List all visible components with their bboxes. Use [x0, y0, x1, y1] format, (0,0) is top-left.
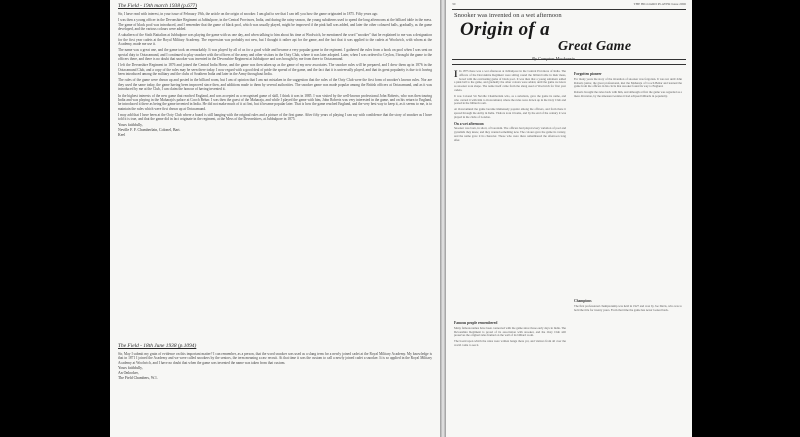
letter-paragraph: Sir, I have read with interest, in your issue of February 19th, the article on the origin of snooker. I am glad to see that I can tell you how the game originated in 1875. Fifty years ago.: [118, 12, 379, 16]
letter-heading: The Field - 19th march 1938 (p.677): [118, 3, 198, 9]
column-subheading: Champions: [574, 299, 592, 303]
article-column: [454, 322, 566, 348]
column-paragraph: The board upon which the rules were written hangs there yet, and visitors from all over the world come to see it.: [454, 339, 566, 347]
letter-heading: The Field - 18th June 1938 (p.1094): [118, 343, 197, 349]
letter-author: Neville F. F. Chamberlain, Colonel, Bart.: [118, 127, 181, 132]
article-column: [574, 70, 682, 101]
letter-place: The Field Chambers, W.1.: [118, 376, 158, 381]
letter-paragraph: Sir, May I submit my grain of evidence on this important matter? I can remember, as a person, that the word snooker was used as a slang term for a newly joined cadet at the Royal Military Academy. My knowledge is that in 1871 I joined the Academy and we were called snookers by the seniors, the term meaning a raw recruit. At that time it was the custom to call a newly joined cadet a snooker. It is so applied in the Royal Military Academy at Woolwich, and I have no doubt that when the game was invented the name was taken from that custom.: [118, 352, 432, 365]
article-title-line1: Origin of a: [460, 19, 550, 40]
letter: [118, 343, 432, 381]
letter-paragraph: The name was a great one, and the game took on remarkably. It was played by all of us for a good while and became a very popular game in the regiment. I gathered the rules from a book on pool when I was sent on special duty to Ootacamund, and I continued to play snooker with the officers of the army and other visitors in the Ooty Club, where it was later adopted. Later, when I was ordered to Ceylon, I brought the game to the officers there, and there is no doubt that snooker was invented in the Devonshire Regiment at Jubbulpore and was brought by me from there to Ootacamund.: [118, 48, 432, 62]
column-paragraph: The first professional championship was held in 1927 and won by Joe Davis, who was to hold the title for twenty years. From that time the game has never looked back.: [574, 303, 682, 312]
article-column: [454, 70, 566, 145]
column-paragraph: Roberts brought the rules back with him, and although at first the game was regarded as a mere diversion, by the nineteen twenties it had eclipsed billiards in popularity.: [574, 90, 682, 98]
column-paragraph: Snooker was born, in short, of boredom. The officers had played every variation of pool and pyramids they knew, and they wanted something new. The colours gave the game its variety, and the name gave it its character. Those who were there remembered the afternoon long after.: [454, 126, 566, 142]
column-paragraph: Many famous names have been connected with the game since those early days in India. The Devonshire Regiment is proud of its association with snooker, and the Ooty Club still preserves the original rules framed on the wall of its billiard room.: [454, 325, 566, 338]
letter-paragraph: A subaltern of the Sixth Battalion at Jubbulpore was playing the game with us one day, and when talking to him about his time at Woolwich, he mentioned the word "snooker" that he explained to me was a designation for the first year cadets at the Royal Military Academy. The expression was probably not new, but I thought it rather apt for the game, and the fact that it was applied to the cadets at Woolwich, with whom at the Academy, made me use it.: [118, 33, 432, 47]
column-paragraph: [454, 70, 566, 93]
letter-paragraph: I left the Devonshire Regiment in 1876 and joined the Central India Horse, and the game was then taken up as the game of my new associates. The snooker rules will be prepared, and I drew them up in 1876 in the Ootacamund Club, and a copy of the rules may be seen there today. I now regard with a good deal of pride the spread of the game, and the fact that it is universally played, and that its great popularity is due to it having been introduced among the military and the clubs of Southern India and later in the Army throughout India.: [118, 63, 432, 77]
running-header: THE BILLIARD PLAYER Issue 2006: [633, 2, 686, 6]
column-paragraph: For many years the story of the invention of snooker was forgotten. It was not until John Roberts junior, the great professional, met the Maharaja of Cooch Behar and learned the game from the officers in his circle that snooker found its way to England.: [574, 76, 682, 89]
column-subheading: On a wet afternoon: [454, 121, 484, 126]
header-rule: [452, 9, 686, 10]
drop-cap: I: [454, 69, 458, 79]
letter-author: An Onlooker,: [118, 371, 139, 376]
page-number: 30: [452, 2, 456, 6]
letter-signoff: Yours faithfully,: [118, 122, 143, 127]
column-text: In 1875 there was a wet afternoon at Jubbulpore in the Central Provinces of India. The officers of the Devonshire Regiment were sitting round the billiard table in their mess, bored with the everlasting game of black pool. It was then that a young subaltern added a pink ball to the game, and gradually the other colours were added, until the game we know as snooker took shape. The name itself came from the slang used at Woolwich for first year cadets.: [454, 69, 566, 92]
column-paragraph: At Ootacamund the game became immensely popular among the officers, and from there it spread through the Army in India. Visitors took it home, and by the end of the century it was played in the clubs of London.: [454, 107, 566, 119]
letter-signoff: Yours faithfully,: [118, 366, 143, 371]
column-paragraph: It was Colonel Sir Neville Chamberlain who, as a subaltern, gave the game its name, and who carried it with him to Ootacamund, where the rules were drawn up in the Ooty Club and posted in the billiard room.: [454, 93, 566, 106]
letter-place: Keel: [118, 132, 126, 137]
byline-rule-bottom: [452, 64, 686, 65]
right-page: [446, 0, 692, 437]
column-subheading: Famous people remembered: [454, 321, 498, 325]
letter-paragraph: The rules of the game were drawn up and posted in the billiard room, but I am of opinion that I am not mistaken in the suggestion that the rules of the Ooty Club were the first form of snooker's known rules. Nor are they used the same today, the game having been improved since then, and additions made to them by several authorities. The snooker game was made popular among the British officers at Ootacamund, and as it was introduced by me at the Club, I can claim the honour of having invented it.: [118, 78, 432, 92]
article-kicker: Snooker was invented on a wet afternoon: [454, 12, 562, 19]
letter-paragraph: I was then a young officer in the Devonshire Regiment at Jubbulpore, in the Central Provinces, India, and during the rainy season, the young subalterns used to spend the long afternoons at the billiard table in the mess. The game of black pool was introduced, and I remember that the game of black pool, which was usually played, might be improved if the pink ball was added, and later the other coloured balls, gradually, as the game developed, and the various colours were added.: [118, 18, 432, 32]
article-byline: By Compton Mackenzie: [532, 56, 575, 61]
article-title-line2: Great Game: [558, 39, 632, 54]
left-page: [110, 0, 440, 437]
column-subheading: Forgotten pioneer: [574, 72, 602, 76]
letter-paragraph: In the highest interests of the new game that reached England, and was accepted as a recognised game of skill, I think it was in 1885. I was visited by the well-known professional John Roberts, who was then touring India and was playing in the Maharaja's palace at Cooch Behar. I was then the guest of the Maharaja, and while I played the game with him, John Roberts was very interested in the game, and on his return to England, he introduced it there as being the game invented in India. He did not make much of it at first, but it became popular later. That is how the game reached England, and the very best way to keep it, as it seems to me, is to maintain the rules which were first drawn up at Ootacamund.: [118, 93, 432, 111]
letter: [118, 3, 432, 138]
letter-paragraph: I may add that I have been at the Ooty Club where a board is still hanging with the original rules and a picture of the first game. After fifty years of playing I can say with confidence that the story of snooker as I have told it is true, and that the game did in fact originate in the regiment, at the Mess of the Devonshires, at Jubbulpore in 1875.: [118, 112, 432, 122]
article-column: [574, 300, 682, 312]
